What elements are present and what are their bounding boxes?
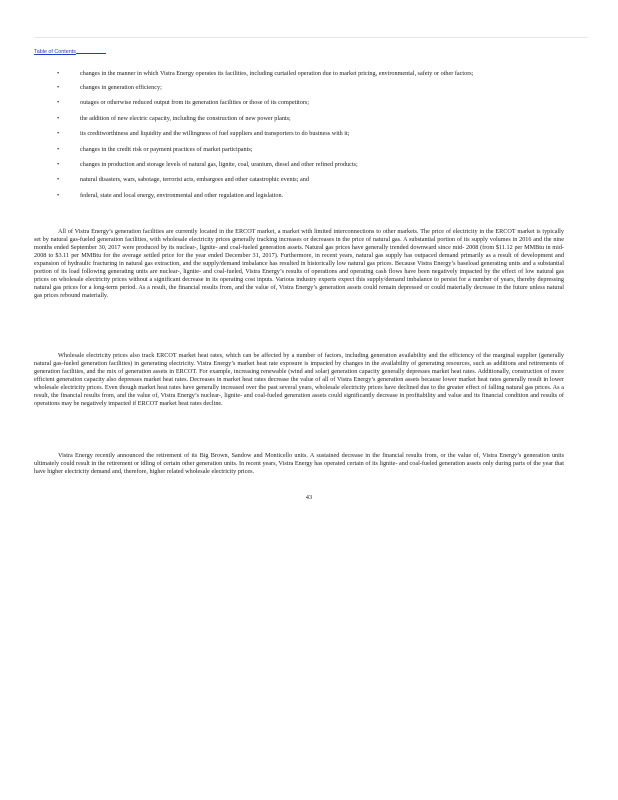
- bullet-icon: •: [57, 130, 60, 138]
- page-number: 43: [305, 494, 313, 501]
- list-item: • the addition of new electric capacity, including the construction of new power plants;: [57, 114, 291, 122]
- list-item: • federal, state and local energy, environmental and other regulation and legislation.: [57, 191, 284, 199]
- list-item: • changes in the manner in which Vistra Energy operates its facilities, including curtailed operation due to market pricing, environmental, safety or other factors;: [57, 70, 474, 77]
- paragraph-unit-retirements: Vistra Energy recently announced the retirement of its Big Brown, Sandow and Monticello units. A sustained decrease in the financial results from, or the value of, Vistra Energy’s generation units ultimately could result in the retirement or idling of certain other generation units. In recent years, Vistra Energy has operated certain of its lignite- and coal-fueled generation assets only during parts of the year that have higher electricity demand and, therefore, higher related wholesale electricity prices.: [34, 452, 564, 475]
- paragraph-natural-gas-prices: All of Vistra Energy’s generation facilities are currently located in the ERCOT market, a market with limited interconnections to other markets. The price of electricity in the ERCOT market is typically set by natural gas-fueled generation facilities, with wholesale electricity prices generally tracking increases or decreases in the price of natural gas. A substantial portion of its supply volumes in 2016 and the nine months ended September 30, 2017 were produced by its nuclear-, lignite- and coal-fueled generation assets. Natural gas prices have generally trended downward since mid- 2008 (from $11.12 per MMBtu in mid-2008 to $3.11 per MMBtu for the average settled price for the year ended December 31, 2017). Furthermore, in recent years, natural gas supply has outpaced demand primarily as a result of development and expansion of hydraulic fracturing in natural gas extraction, and the supply/demand imbalance has resulted in historically low natural gas prices. Because Vistra Energy’s baseload generating units and a substantial portion of its load following generating units are nuclear-, lignite- and coal-fueled, Vistra Energy’s results of operations and operating cash flows have been negatively impacted by the effect of low natural gas prices on wholesale electricity prices without a significant decrease in its operating cost inputs. Various industry experts expect this supply/demand imbalance to persist for a number of years, thereby depressing natural gas prices for a long-term period. As a result, the financial results from, and the value of, Vistra Energy’s generation assets could remain depressed or could materially decrease in the future unless natural gas prices rebound materially.: [34, 228, 564, 299]
- list-item: • natural disasters, wars, sabotage, terrorist acts, embargoes and other catastrophic events; and: [57, 176, 309, 184]
- list-item: • changes in production and storage levels of natural gas, lignite, coal, uranium, diesel and other refined products;: [57, 160, 358, 168]
- paragraph-market-heat-rates: Wholesale electricity prices also track ERCOT market heat rates, which can be affected by a number of factors, including generation availability and the efficiency of the marginal supplier (generally natural gas-fueled generation facilities) in generating electricity. Vistra Energy’s market heat rate exposure is impacted by changes in the availability of generating resources, such as additions and retirements of generation facilities, and the mix of generation assets in ERCOT. For example, increasing renewable (wind and solar) generation capacity generally depresses market heat rates. Additionally, construction of more efficient generation capacity also depresses market heat rates. Decreases in market heat rates decrease the value of all of Vistra Energy’s generation assets because lower market heat rates generally result in lower wholesale electricity prices. Even though market heat rates have generally increased over the past several years, wholesale electricity prices have declined due to the greater effect of falling natural gas prices. As a result, the financial results from, and the value of, Vistra Energy’s nuclear-, lignite- and coal-fueled generation assets could significantly decrease in profitability and value and its financial condition and results of operations may be negatively impacted if ERCOT market heat rates decline.: [34, 352, 564, 407]
- bullet-icon: •: [57, 99, 60, 107]
- toc-link-label: Table of Contents: [34, 49, 76, 55]
- list-item: • changes in generation efficiency;: [57, 84, 162, 91]
- list-item: • outages or otherwise reduced output from its generation facilities or those of its competitors;: [57, 99, 310, 107]
- list-item: • changes in the credit risk or payment practices of market participants;: [57, 145, 253, 153]
- bullet-icon: •: [57, 145, 60, 153]
- risk-factor-list: [56, 70, 561, 200]
- table-of-contents-link[interactable]: [34, 49, 106, 55]
- top-divider: [34, 37, 588, 38]
- bullet-icon: •: [57, 176, 60, 184]
- list-item: • its creditworthiness and liquidity and the willingness of fuel suppliers and transporters to do business with it;: [57, 130, 350, 138]
- bullet-icon: •: [57, 191, 60, 199]
- bullet-icon: •: [57, 84, 60, 91]
- bullet-icon: •: [57, 160, 60, 168]
- bullet-icon: •: [57, 70, 60, 77]
- bullet-icon: •: [57, 114, 60, 122]
